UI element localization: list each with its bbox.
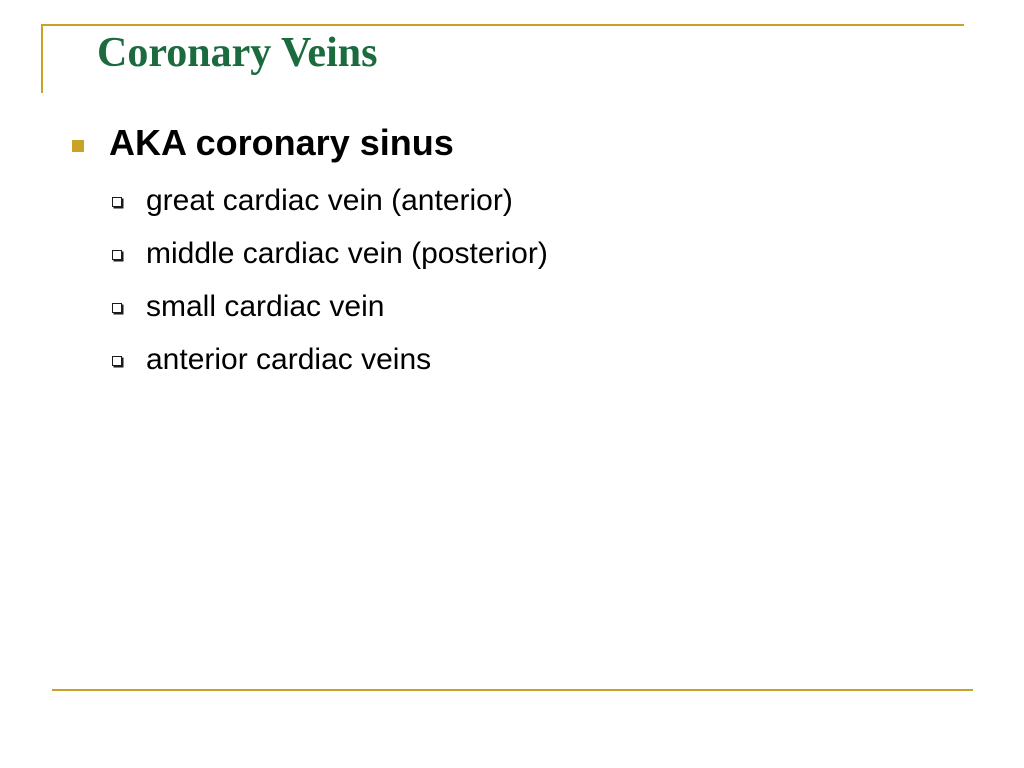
subitem-anterior-cardiac-veins: anterior cardiac veins: [146, 343, 432, 376]
hollow-square-icon: [112, 303, 122, 313]
subitem-small-cardiac-vein: small cardiac vein: [146, 290, 385, 323]
hollow-square-icon: [112, 250, 122, 260]
subitem-middle-cardiac-vein: middle cardiac vein (posterior): [146, 237, 548, 270]
footer-rule: [52, 689, 973, 691]
subitem-great-cardiac-vein: great cardiac vein (anterior): [146, 184, 513, 217]
bullet-aka-coronary-sinus: AKA coronary sinus: [109, 122, 454, 163]
slide-title: Coronary Veins: [97, 30, 378, 76]
hollow-square-icon: [112, 356, 122, 366]
filled-square-icon: [72, 140, 84, 152]
hollow-square-icon: [112, 197, 122, 207]
